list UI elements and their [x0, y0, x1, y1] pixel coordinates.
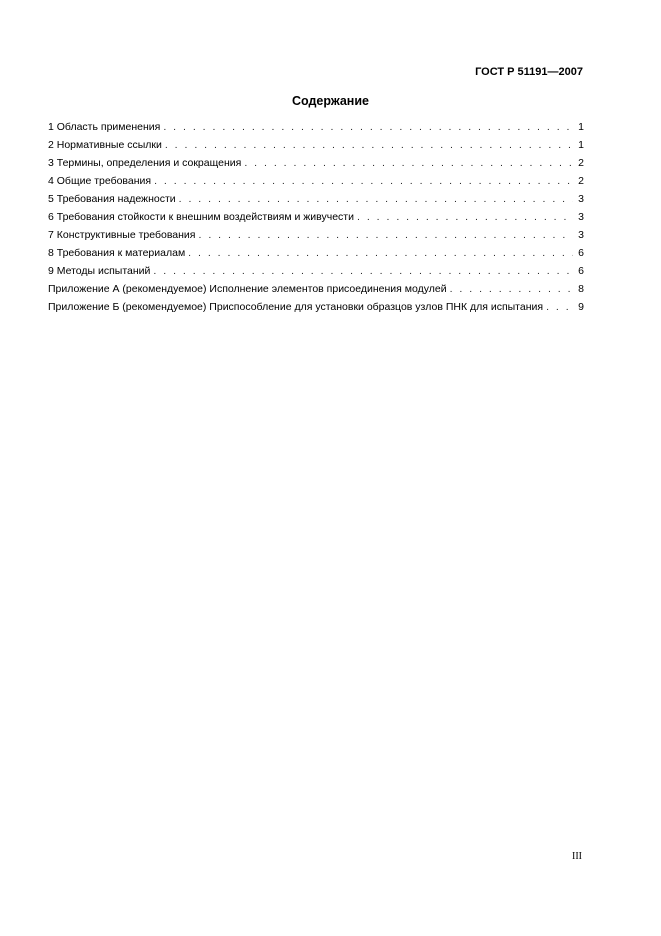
toc-item-page: 3 — [578, 193, 584, 205]
toc-item-page: 6 — [578, 247, 584, 259]
toc-item-page: 3 — [578, 211, 584, 223]
toc-item-label: 4 Общие требования — [48, 175, 152, 187]
toc-item[interactable] — [48, 211, 584, 229]
toc-title: Содержание — [291, 94, 369, 108]
toc-item[interactable] — [48, 193, 584, 211]
document-code: ГОСТ Р 51191—2007 — [475, 66, 583, 78]
toc-item-label: 7 Конструктивные требования — [48, 229, 196, 241]
toc-item[interactable] — [48, 247, 584, 265]
toc-item[interactable] — [48, 139, 584, 157]
toc-leader-dots — [163, 121, 573, 133]
toc-item-page: 1 — [578, 139, 584, 151]
toc-item-label: 6 Требования стойкости к внешним воздействиям и живучести — [48, 211, 354, 223]
toc-item-page: 3 — [578, 229, 584, 241]
toc-item-page: 2 — [578, 175, 584, 187]
toc-item-page: 2 — [578, 157, 584, 169]
toc-item-label: 3 Термины, определения и сокращения — [48, 157, 242, 169]
toc-leader-dots — [546, 301, 573, 313]
toc-leader-dots — [165, 139, 573, 151]
toc-item-label: 5 Требования надежности — [48, 193, 176, 205]
toc-leader-dots — [357, 211, 573, 223]
toc-item[interactable] — [48, 265, 584, 283]
toc-item[interactable] — [48, 283, 584, 301]
page-number: III — [572, 851, 582, 862]
toc-item-page: 9 — [578, 301, 584, 313]
toc-item-page: 6 — [578, 265, 584, 277]
toc-item[interactable] — [48, 175, 584, 193]
toc-leader-dots — [153, 265, 573, 277]
toc-leader-dots — [450, 283, 573, 295]
toc-item[interactable] — [48, 121, 584, 139]
toc-item-label: Приложение Б (рекомендуемое) Приспособление для установки образцов узлов ПНК для испытания — [48, 301, 544, 313]
toc-item-label: 9 Методы испытаний — [48, 265, 151, 277]
toc-item-label: 1 Область применения — [48, 121, 161, 133]
toc-item[interactable] — [48, 229, 584, 247]
toc-item-page: 1 — [578, 121, 584, 133]
toc-leader-dots — [179, 193, 573, 205]
toc-item-label: Приложение А (рекомендуемое) Исполнение элементов присоединения модулей — [48, 283, 447, 295]
toc-leader-dots — [198, 229, 573, 241]
toc-item[interactable] — [48, 301, 584, 319]
toc-item-page: 8 — [578, 283, 584, 295]
toc-item-label: 2 Нормативные ссылки — [48, 139, 162, 151]
toc-leader-dots — [154, 175, 573, 187]
toc-leader-dots — [188, 247, 573, 259]
toc-leader-dots — [244, 157, 573, 169]
table-of-contents — [48, 121, 584, 319]
toc-item-label: 8 Требования к материалам — [48, 247, 186, 259]
toc-item[interactable] — [48, 157, 584, 175]
